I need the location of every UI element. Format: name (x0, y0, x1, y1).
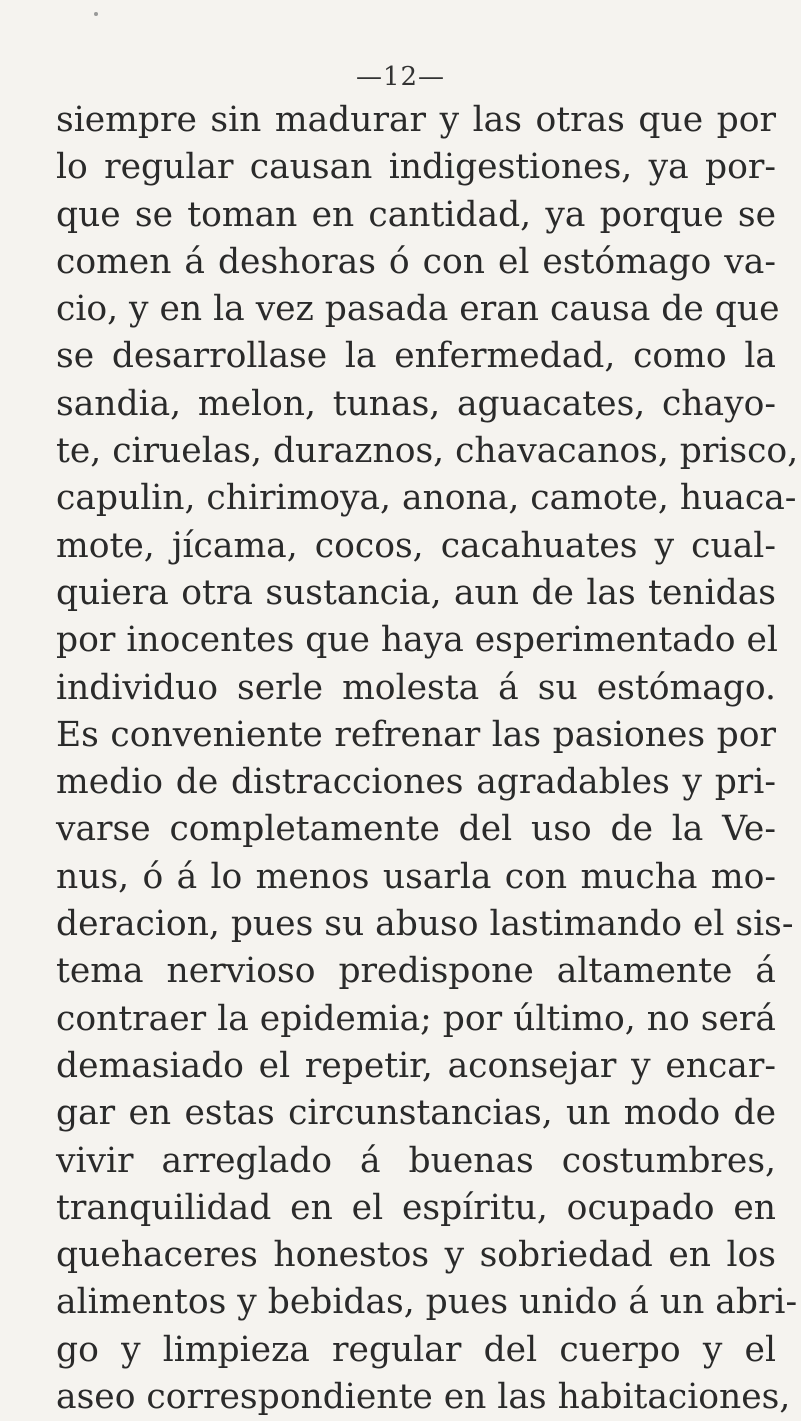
text-line: deracion, pues su abuso lastimando el sis- (56, 904, 794, 945)
text-line: por inocentes que haya esperimentado el (56, 620, 778, 661)
text-line: tema nervioso predispone altamente á (56, 951, 776, 992)
text-line: quehaceres honestos y sobriedad en los (56, 1235, 776, 1276)
text-line: contraer la epidemia; por último, no será (56, 998, 776, 1039)
text-line: individuo serle molesta á su estómago. (56, 667, 776, 708)
paper-speck (94, 12, 98, 16)
text-line: Es conveniente refrenar las pasiones por (56, 714, 776, 755)
text-line: que se toman en cantidad, ya porque se (56, 194, 776, 235)
text-line: quiera otra sustancia, aun de las tenidas (56, 572, 776, 613)
text-line: vivir arreglado á buenas costumbres, (56, 1140, 776, 1181)
text-line: tranquilidad en el espíritu, ocupado en (56, 1187, 776, 1228)
text-line: gar en estas circunstancias, un modo de (56, 1093, 776, 1134)
text-line: mote, jícama, cocos, cacahuates y cual- (56, 525, 776, 566)
text-line: lo regular causan indigestiones, ya por- (56, 147, 776, 188)
text-line: demasiado el repetir, aconsejar y encar- (56, 1045, 776, 1086)
text-line: comen á deshoras ó con el estómago va- (56, 241, 776, 282)
text-line: varse completamente del uso de la Ve- (56, 809, 776, 850)
text-line: go y limpieza regular del cuerpo y el (56, 1329, 776, 1370)
text-line: aseo correspondiente en las habitaciones, (56, 1377, 791, 1418)
text-line: capulin, chirimoya, anona, camote, huaca- (56, 478, 797, 519)
text-line: nus, ó á lo menos usarla con mucha mo- (56, 856, 776, 897)
text-line: te, ciruelas, duraznos, chavacanos, prisco, (56, 431, 799, 472)
text-line: cio, y en la vez pasada eran causa de que (56, 289, 780, 330)
text-line: alimentos y bebidas, pues unido á un abri- (56, 1282, 798, 1323)
body-text (56, 97, 799, 1421)
text-line: se desarrollase la enfermedad, como la (56, 336, 776, 377)
text-line: siempre sin madurar y las otras que por (56, 100, 776, 140)
text-line: medio de distracciones agradables y pri- (56, 762, 776, 803)
text-line: sandia, melon, tunas, aguacates, chayo- (56, 383, 776, 424)
page-number: —12— (355, 62, 446, 92)
